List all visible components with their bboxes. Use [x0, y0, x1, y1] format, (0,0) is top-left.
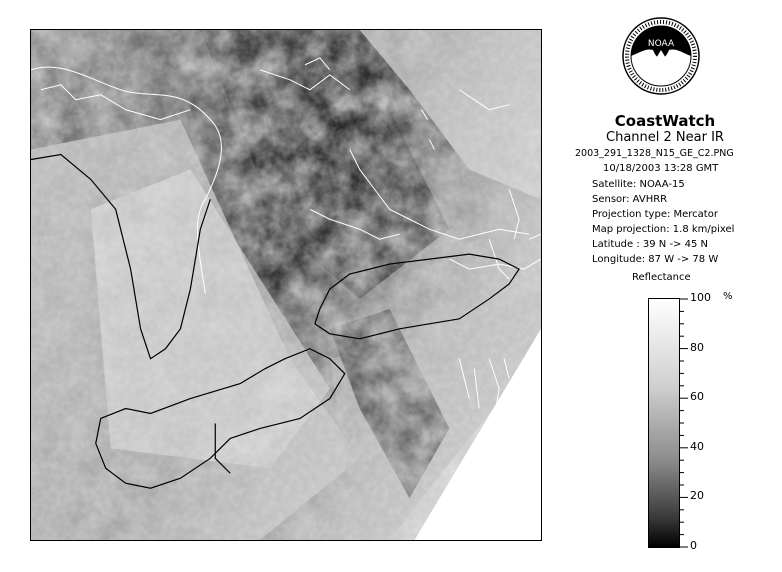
colorbar-tick-label: 20: [690, 489, 704, 503]
map-projection-text: Map projection: 1.8 km/pixel: [592, 224, 735, 235]
latitude-text: Latitude : 39 N -> 45 N: [592, 239, 708, 250]
satellite-text: Satellite: NOAA-15: [592, 179, 685, 190]
colorbar-ticks: [680, 298, 740, 548]
noaa-seal-icon: [621, 16, 701, 96]
projection-type-text: Projection type: Mercator: [592, 209, 718, 220]
colorbar-label: Reflectance: [632, 272, 691, 283]
channel-subtitle: Channel 2 Near IR: [606, 130, 724, 145]
logo-center-text: NOAA: [647, 39, 675, 49]
colorbar-tick-label: 40: [690, 439, 704, 453]
sensor-text: Sensor: AVHRR: [592, 194, 668, 205]
colorbar-tick-label: 80: [690, 340, 704, 354]
page-title: CoastWatch: [614, 112, 716, 130]
reflectance-colorbar: [648, 298, 680, 548]
date-time-text: 10/18/2003 13:28 GMT: [603, 163, 719, 174]
filename-text: 2003_291_1328_N15_GE_C2.PNG: [575, 148, 734, 159]
colorbar-unit: %: [723, 291, 733, 302]
colorbar-tick-label: 100: [690, 291, 711, 304]
colorbar-tick-label: 0: [690, 539, 697, 552]
longitude-text: Longitude: 87 W -> 78 W: [592, 254, 719, 265]
colorbar-tick-label: 60: [690, 390, 704, 404]
satellite-map[interactable]: [30, 29, 542, 541]
satellite-image: [31, 30, 541, 540]
